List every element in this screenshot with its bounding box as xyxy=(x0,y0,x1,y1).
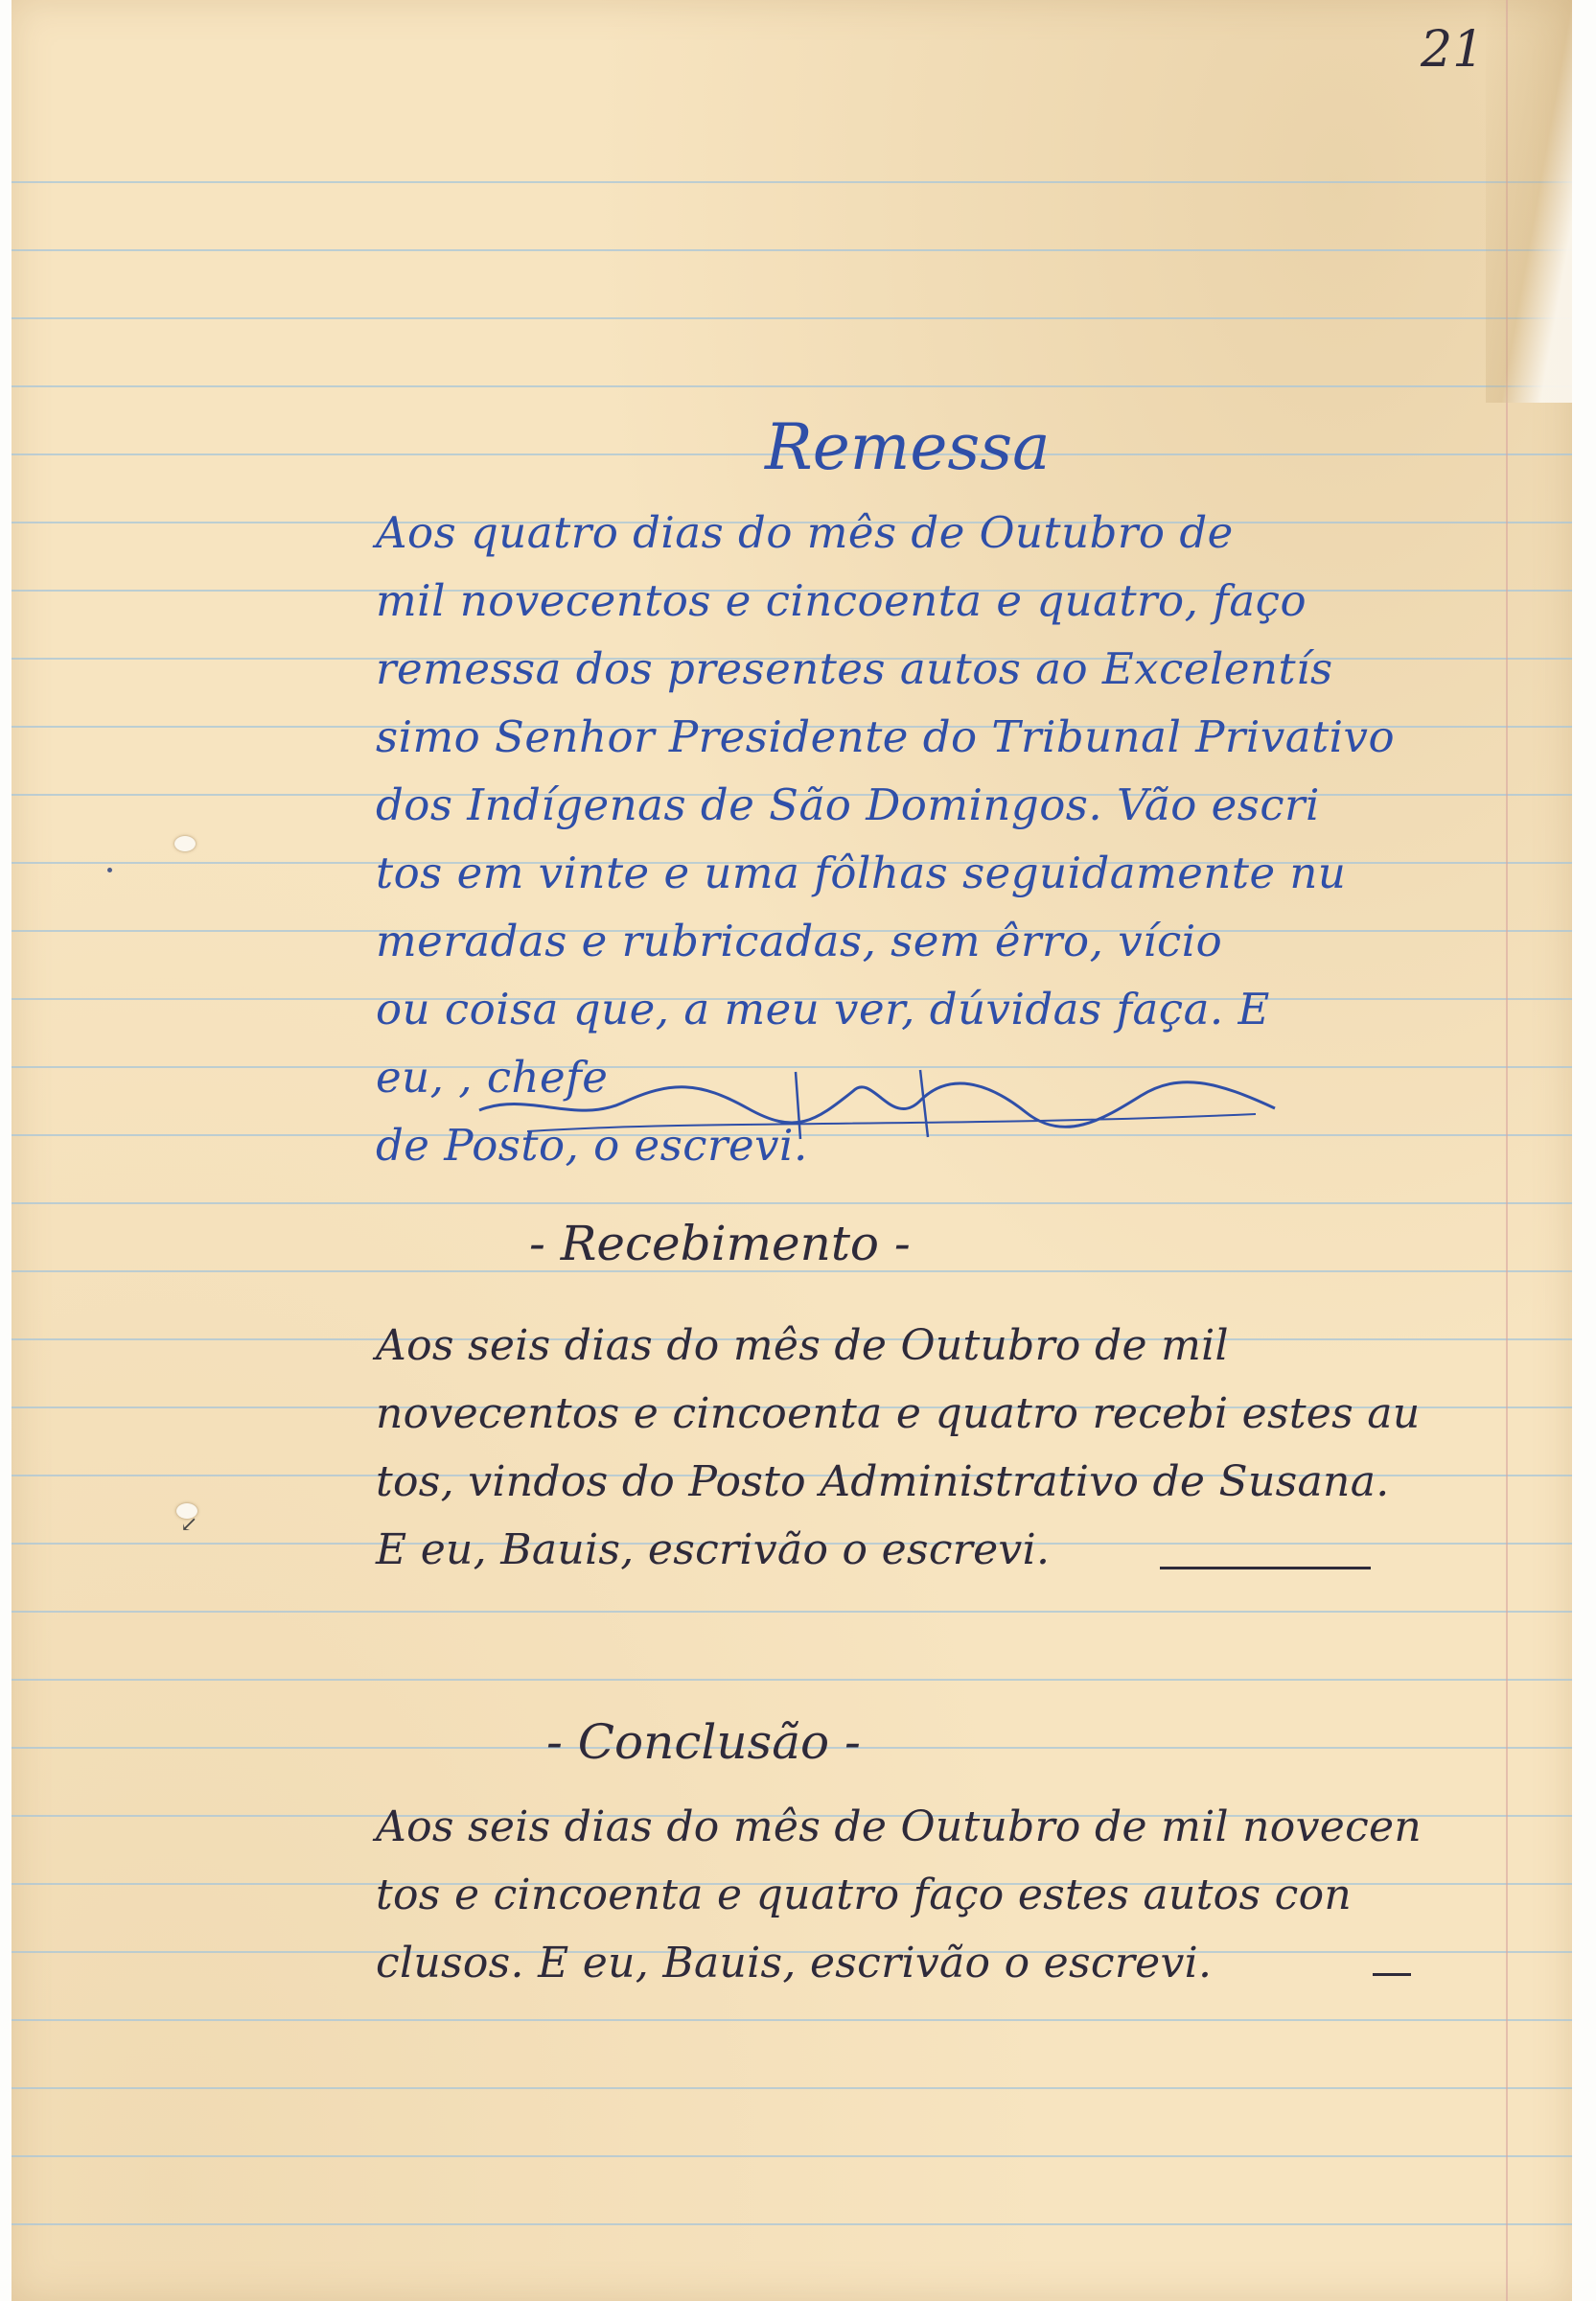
remessa-line: tos em vinte e uma fôlhas seguidamente nu xyxy=(376,848,1347,898)
recebimento-line: tos, vindos do Posto Administrativo de Susana. xyxy=(376,1457,1390,1506)
pencil-mark: ↙ xyxy=(180,1513,198,1537)
ink-dot xyxy=(107,868,112,872)
remessa-line: ou coisa que, a meu ver, dúvidas faça. E xyxy=(376,984,1270,1034)
remessa-line: meradas e rubricadas, sem êrro, vício xyxy=(376,916,1223,966)
remessa-line: mil novecentos e cincoenta e quatro, faço xyxy=(376,575,1307,626)
conclusao-line: tos e cincoenta e quatro faço estes autos con xyxy=(376,1871,1353,1919)
conclusao-title: - Conclusão - xyxy=(546,1714,861,1770)
remessa-line: eu, , chefe xyxy=(376,1052,609,1103)
remessa-line: simo Senhor Presidente do Tribunal Privativo xyxy=(376,711,1396,762)
remessa-line: de Posto, o escrevi. xyxy=(376,1120,808,1171)
document-page xyxy=(12,0,1572,2301)
recebimento-line: E eu, Bauis, escrivão o escrevi. xyxy=(376,1525,1051,1574)
remessa-line: Aos quatro dias do mês de Outubro de xyxy=(376,507,1234,558)
signature xyxy=(470,1053,1284,1149)
page-number: 21 xyxy=(1421,21,1485,79)
conclusao-line: clusos. E eu, Bauis, escrivão o escrevi. xyxy=(376,1939,1213,1987)
recebimento-line: novecentos e cincoenta e quatro recebi estes au xyxy=(376,1389,1421,1438)
page-curl xyxy=(1486,0,1572,403)
conclusao-line: Aos seis dias do mês de Outubro de mil novecen xyxy=(376,1802,1422,1851)
punch-hole-upper xyxy=(174,836,196,851)
remessa-line: remessa dos presentes autos ao Excelentís xyxy=(376,643,1333,694)
remessa-title: Remessa xyxy=(765,410,1051,484)
recebimento-line: Aos seis dias do mês de Outubro de mil xyxy=(376,1321,1229,1370)
closing-dash-recebimento xyxy=(1160,1567,1371,1569)
closing-dash-conclusao xyxy=(1373,1973,1411,1976)
remessa-line: dos Indígenas de São Domingos. Vão escri xyxy=(376,779,1320,830)
recebimento-title: - Recebimento - xyxy=(529,1216,911,1271)
